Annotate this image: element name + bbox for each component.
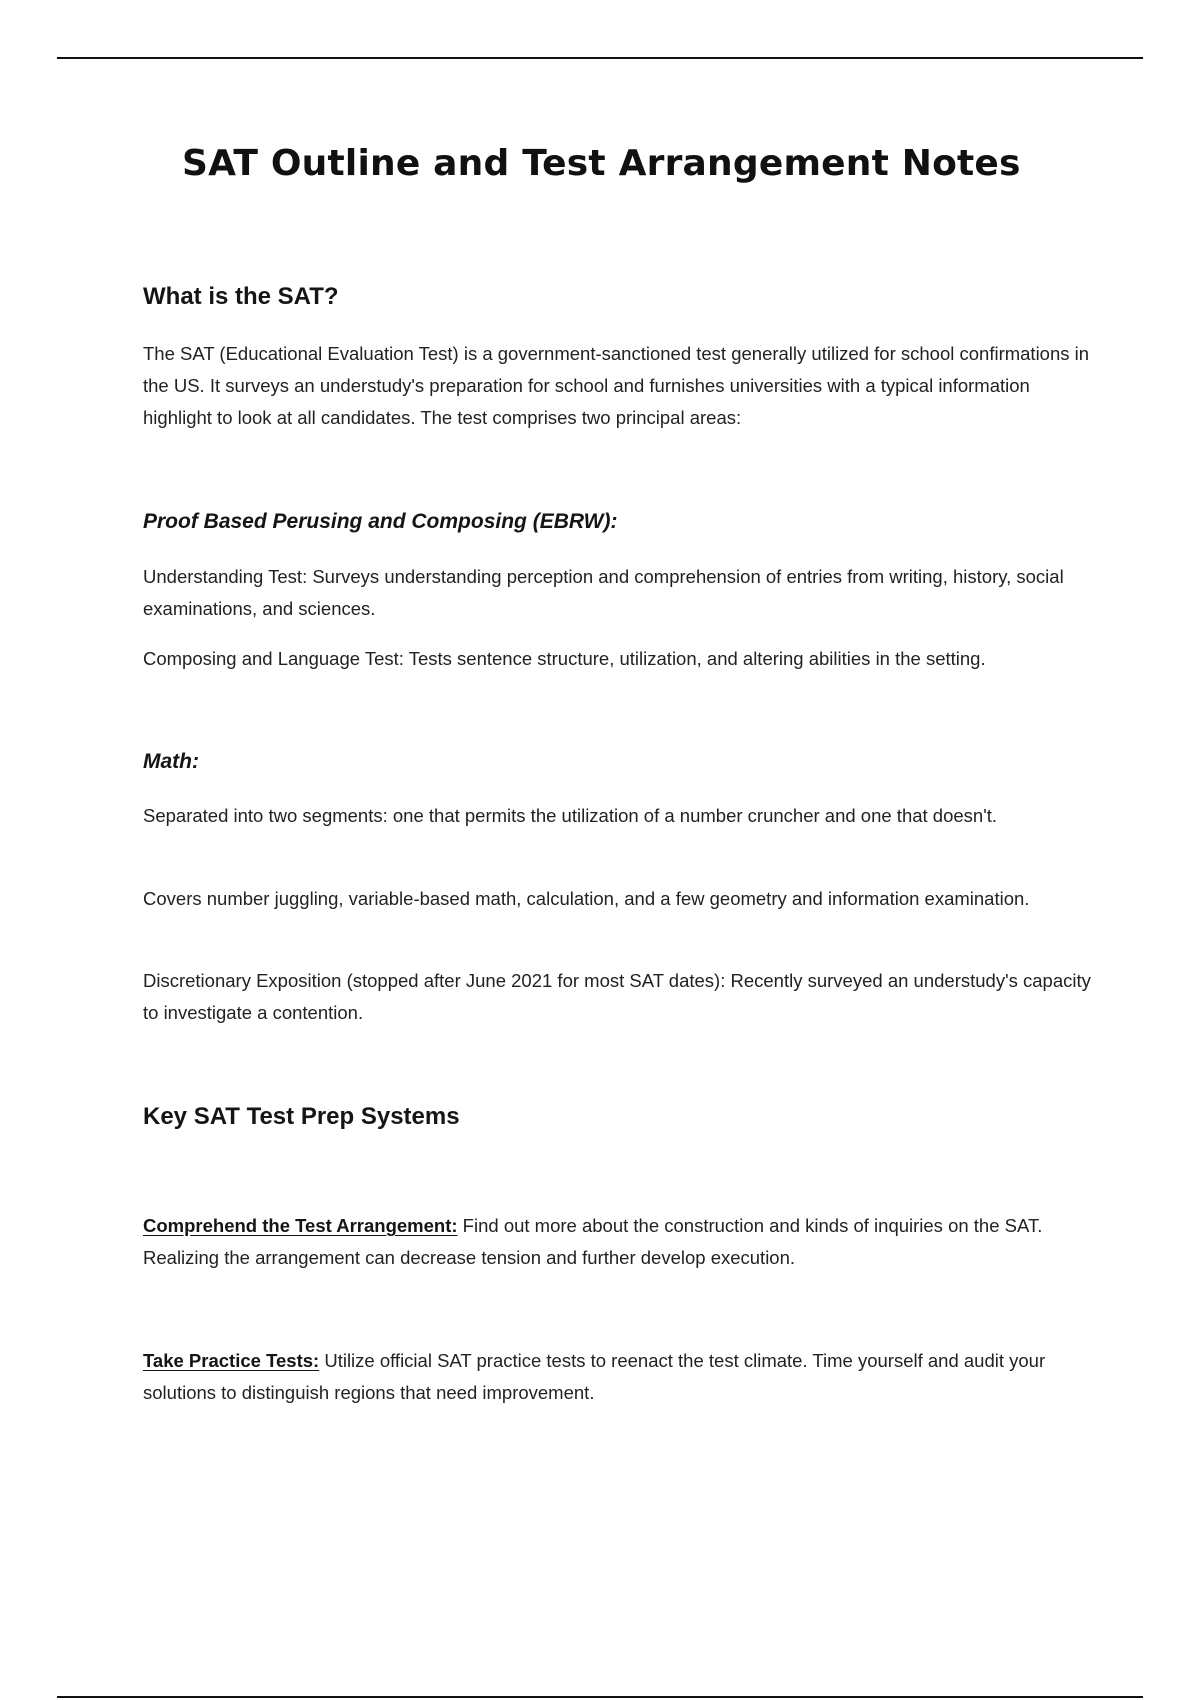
strategy-term: Comprehend the Test Arrangement: (143, 1215, 458, 1236)
strategy-text: Utilize official SAT practice tests to reenact the test climate. Time yourself and audit your solutions to distinguish regions that need improvement. (143, 1350, 1046, 1403)
top-rule (57, 57, 1143, 59)
strategy-test-arrangement (143, 1210, 1091, 1274)
math-segments-paragraph: Separated into two segments: one that permits the utilization of a number cruncher and one that doesn't. (143, 805, 998, 826)
intro-paragraph: The SAT (Educational Evaluation Test) is a government-sanctioned test generally utilized for school confirmations in the US. It surveys an understudy's preparation for school and furnishes universities with a typical information highlight to look at all candidates. The test comprises two principal areas: (143, 343, 1090, 428)
heading-prep-systems: Key SAT Test Prep Systems (143, 1103, 460, 1130)
document-title: SAT Outline and Test Arrangement Notes (182, 143, 1021, 184)
heading-ebrw: Proof Based Perusing and Composing (EBRW): (143, 510, 618, 533)
bottom-rule (57, 1696, 1143, 1698)
heading-math: Math: (143, 750, 199, 773)
strategy-practice-tests (143, 1345, 1091, 1409)
math-topics-paragraph: Covers number juggling, variable-based math, calculation, and a few geometry and information examination. (143, 888, 1030, 909)
strategy-term: Take Practice Tests: (143, 1350, 320, 1371)
ebrw-writing-paragraph: Composing and Language Test: Tests sentence structure, utilization, and altering abilities in the setting. (143, 648, 986, 669)
strategy-text: Find out more about the construction and kinds of inquiries on the SAT. Realizing the arrangement can decrease tension and further develop execution. (143, 1215, 1043, 1268)
heading-what-is-sat: What is the SAT? (143, 283, 339, 310)
ebrw-reading-paragraph: Understanding Test: Surveys understanding perception and comprehension of entries from writing, history, social examinations, and sciences. (143, 566, 1064, 619)
math-essay-paragraph: Discretionary Exposition (stopped after June 2021 for most SAT dates): Recently surveyed an understudy's capacity to investigate a contention. (143, 970, 1091, 1023)
